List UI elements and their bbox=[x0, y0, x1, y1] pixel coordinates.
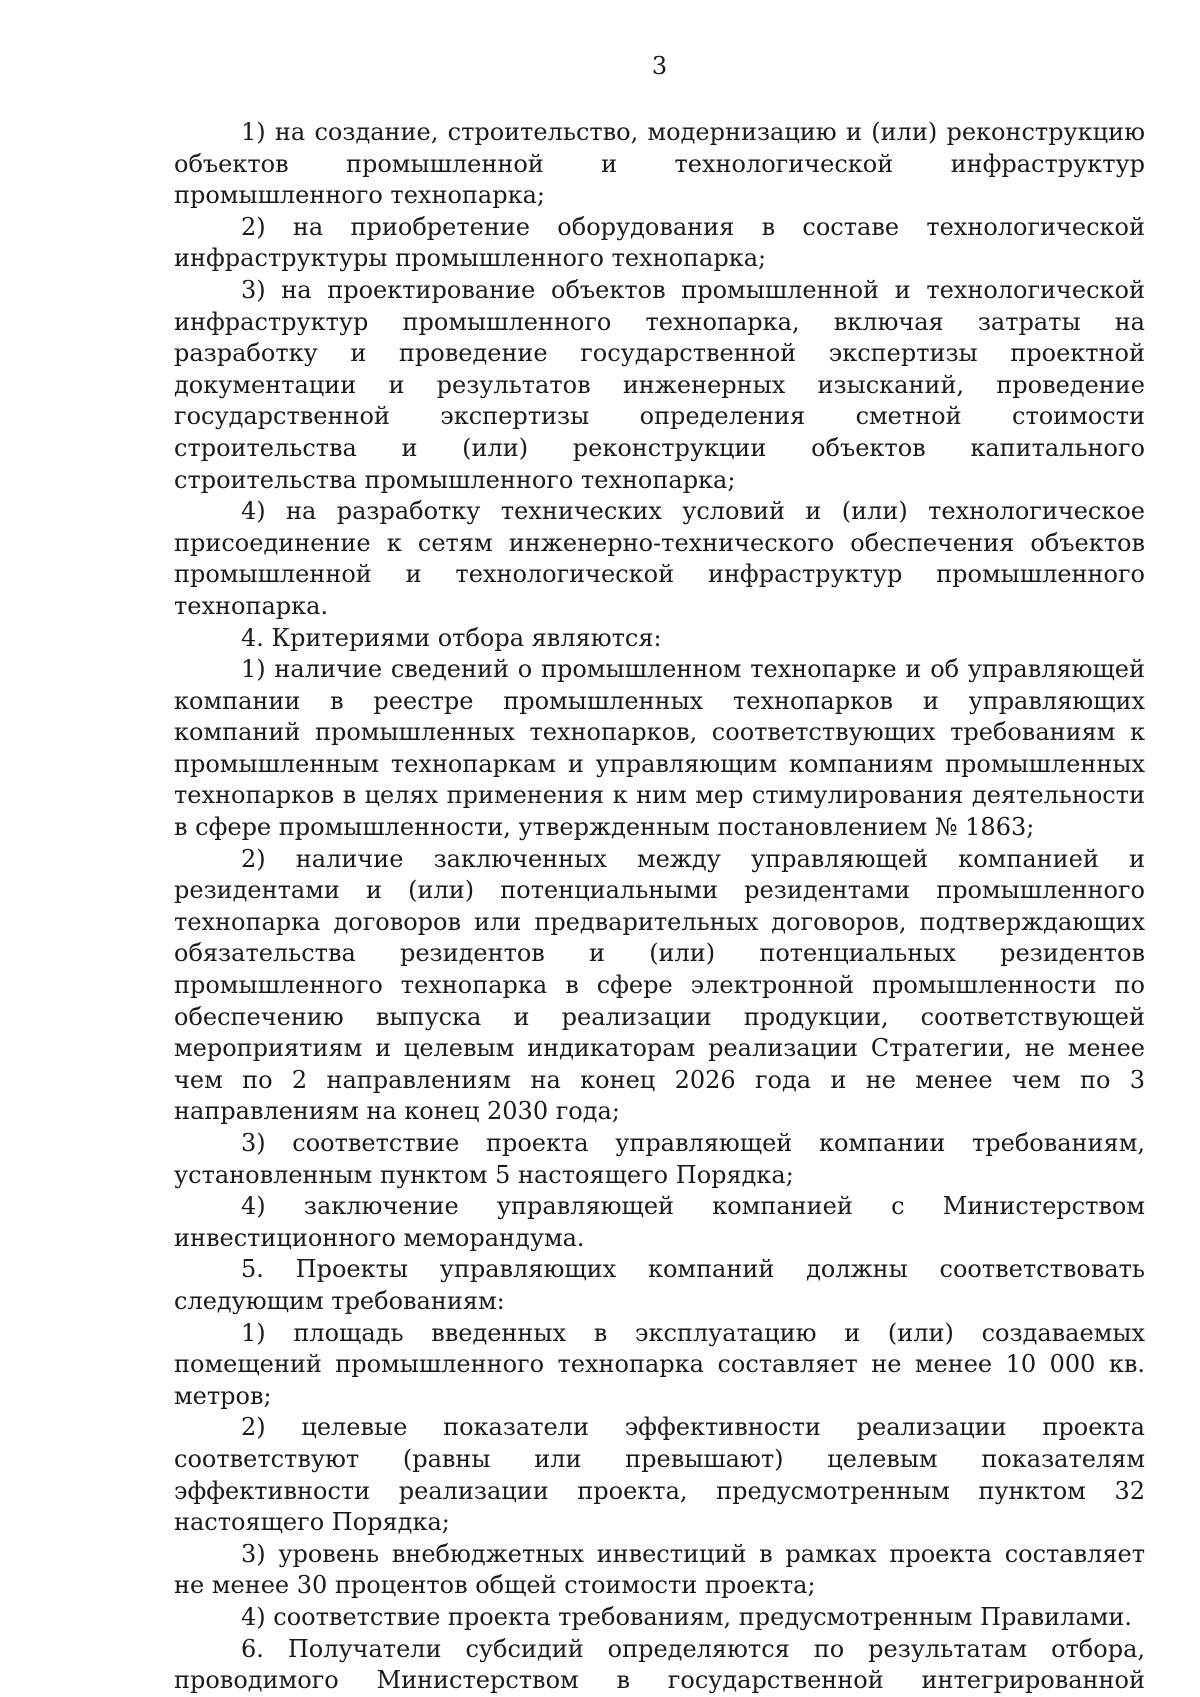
paragraph-4-1: 1) наличие сведений о промышленном технопарке и об управляющей компании в реестре промышленных технопарков и управляющих компаний промышленных технопарков, соответствующих требованиям к промышленным технопаркам и управляющим компаниям промышленных технопарков в целях применения к ним мер стимулирования деятельности в сфере промышленности, утвержденным постановлением № 1863; bbox=[174, 655, 1145, 842]
paragraph-4-2: 2) наличие заключенных между управляющей компанией и резидентами и (или) потенциальными резидентами промышленного технопарка договоров или предварительных договоров, подтверждающих обязательства резидентов и (или) потенциальных резидентов промышленного технопарка в сфере электронной промышленности по обеспечению выпуска и реализации продукции, соответствующей мероприятиям и целевым индикаторам реализации Стратегии, не менее чем по 2 направлениям на конец 2026 года и не менее чем по 3 направлениям на конец 2030 года; bbox=[174, 844, 1145, 1126]
paragraph-section-4-heading: 4. Критериями отбора являются: bbox=[241, 623, 662, 652]
paragraph-section-5-heading: 5. Проекты управляющих компаний должны соответствовать следующим требованиям: bbox=[174, 1255, 1145, 1315]
paragraph-3-4: 4) на разработку технических условий и (или) технологическое присоединение к сетям инженерно-технического обеспечения объектов промышленной и технологической инфраструктур промышленного технопарка. bbox=[174, 497, 1145, 620]
paragraph-3-1: 1) на создание, строительство, модернизацию и (или) реконструкцию объектов промышленной и технологической инфраструктур промышленного технопарка; bbox=[174, 118, 1145, 210]
paragraph-5-4: 4) соответствие проекта требованиям, предусмотренным Правилами. bbox=[241, 1602, 1132, 1631]
paragraph-5-2: 2) целевые показатели эффективности реализации проекта соответствуют (равны или превышают) целевым показателям эффективности реализации проекта, предусмотренным пунктом 32 настоящего Порядка; bbox=[174, 1413, 1145, 1537]
page-number: 3 bbox=[651, 52, 668, 80]
paragraph-4-4: 4) заключение управляющей компанией с Министерством инвестиционного меморандума. bbox=[174, 1192, 1145, 1252]
paragraph-4-3: 3) соответствие проекта управляющей компании требованиям, установленным пунктом 5 настоящего Порядка; bbox=[174, 1129, 1145, 1189]
paragraph-section-6: 6. Получатели субсидий определяются по результатам отбора, проводимого Министерством в государственной интегрированной bbox=[174, 1634, 1145, 1695]
paragraph-5-1: 1) площадь введенных в эксплуатацию и (или) создаваемых помещений промышленного технопарка составляет не менее 10 000 кв. метров; bbox=[174, 1318, 1145, 1410]
paragraph-5-3: 3) уровень внебюджетных инвестиций в рамках проекта составляет не менее 30 процентов общей стоимости проекта; bbox=[174, 1539, 1145, 1600]
paragraph-3-3: 3) на проектирование объектов промышленной и технологической инфраструктур промышленного технопарка, включая затраты на разработку и проведение государственной экспертизы проектной документации и результатов инженерных изысканий, проведение государственной экспертизы определения сметной стоимости строительства и (или) реконструкции объектов капитального строительства промышленного технопарка; bbox=[174, 275, 1145, 494]
paragraph-3-2: 2) на приобретение оборудования в составе технологической инфраструктуры промышленного технопарка; bbox=[174, 212, 1145, 273]
